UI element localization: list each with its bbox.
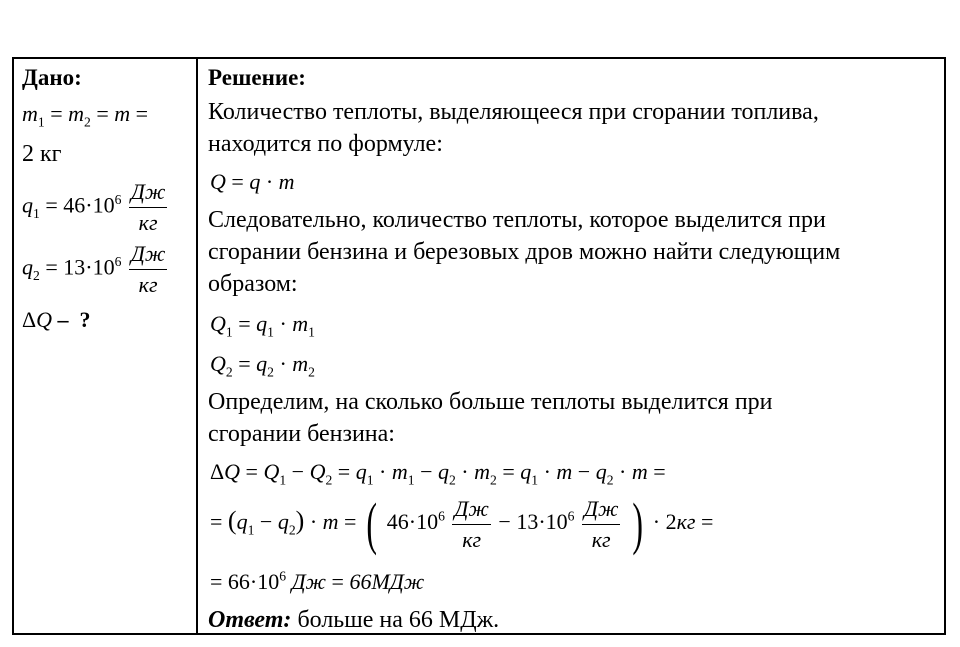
answer-text: больше на 66 МДж. xyxy=(297,607,500,633)
paragraph-2-line-1: Следовательно, количество теплоты, которое выделится при xyxy=(208,207,826,233)
unit-denominator: кг xyxy=(138,210,158,235)
result-line: = $66\cdot 10^6$ Дж = 66МДж xyxy=(210,568,425,594)
substitution-line: = $(q_1 - q_2) \cdot m$ = ( $46\cdot 10^6$ $\frac{Дж}{кг}$ − $13\cdot 10^6$ $\frac{Дж}{кг}$ ) · 2кг = xyxy=(210,491,714,556)
solution-heading: Решение: xyxy=(208,65,306,90)
q1-equation: $q_1 = 46\cdot 10^6$ $\frac{Дж}{кг}$ xyxy=(22,179,166,235)
power: 6 xyxy=(114,254,122,270)
unit-numerator: Дж xyxy=(452,496,490,525)
given-heading: Дано: xyxy=(22,65,82,90)
q2-value-inline: 13 xyxy=(516,509,539,535)
unit-denominator: кг xyxy=(138,272,158,297)
formula-q2: $Q_2 = q_2 \cdot m_2$ xyxy=(210,351,315,380)
result-unit: Дж xyxy=(291,569,327,594)
formula-q: Q = q · m xyxy=(210,169,295,194)
left-paren: ( xyxy=(366,491,377,556)
paragraph-2-line-2: сгорании бензина и березовых дров можно найти следующим xyxy=(208,239,841,265)
given-column xyxy=(14,59,196,633)
answer-label: Ответ: xyxy=(208,607,292,633)
power: 6 xyxy=(567,508,575,524)
mass-unit: кг xyxy=(676,509,696,535)
question-mark: ? xyxy=(79,307,91,332)
unit-numerator: Дж xyxy=(129,241,167,270)
power: 6 xyxy=(438,508,445,524)
unit-fraction xyxy=(129,179,167,236)
delta-q-expansion: $\Delta Q = Q_1 - Q_2 = q_1 \cdot m_1 - q_2 \cdot m_2 = q_1 \cdot m - q_2 \cdot m$ = xyxy=(210,459,666,488)
ten-base: 10 xyxy=(92,192,115,218)
solution-column xyxy=(198,59,944,633)
ten-base: 10 xyxy=(257,569,280,594)
mass-equation: $m_1 = m_2 = m$ = xyxy=(22,101,149,130)
paragraph-1-line-1: Количество теплоты, выделяющееся при сгорании топлива, xyxy=(208,99,819,125)
answer-line xyxy=(208,607,499,634)
q2-equation: $q_2 = 13\cdot 10^6$ $\frac{Дж}{кг}$ xyxy=(22,241,166,297)
power: 6 xyxy=(279,568,287,584)
paragraph-3-line-2: сгорании бензина: xyxy=(208,421,395,447)
ten-base: 10 xyxy=(416,509,439,535)
unit-denominator: кг xyxy=(462,526,482,552)
formula-q1: $Q_1 = q_1 \cdot m_1$ xyxy=(210,311,315,340)
q1-value: 46 xyxy=(63,192,86,218)
q2-value: 13 xyxy=(63,254,86,280)
q1-value-inline: 46 xyxy=(386,509,409,535)
paragraph-3-line-1: Определим, на сколько больше теплоты выделится при xyxy=(208,389,773,415)
unit-fraction xyxy=(582,496,620,553)
result-number: 66 xyxy=(227,569,250,594)
paragraph-1-line-2: находится по формуле: xyxy=(208,131,443,157)
mass-value: 2 кг xyxy=(22,141,62,167)
right-paren: ) xyxy=(632,491,643,556)
unit-numerator: Дж xyxy=(582,496,620,525)
unit-denominator: кг xyxy=(591,526,611,552)
power: 6 xyxy=(114,192,122,208)
find-delta-q: ΔQ – ? xyxy=(22,307,91,332)
result-mega: 66МДж xyxy=(349,569,425,594)
paragraph-2-line-3: образом: xyxy=(208,271,298,297)
solution-table xyxy=(12,57,946,635)
ten-base: 10 xyxy=(545,509,568,535)
unit-fraction xyxy=(452,496,490,553)
unit-fraction xyxy=(129,241,167,298)
ten-base: 10 xyxy=(92,254,115,280)
unit-numerator: Дж xyxy=(129,179,167,208)
